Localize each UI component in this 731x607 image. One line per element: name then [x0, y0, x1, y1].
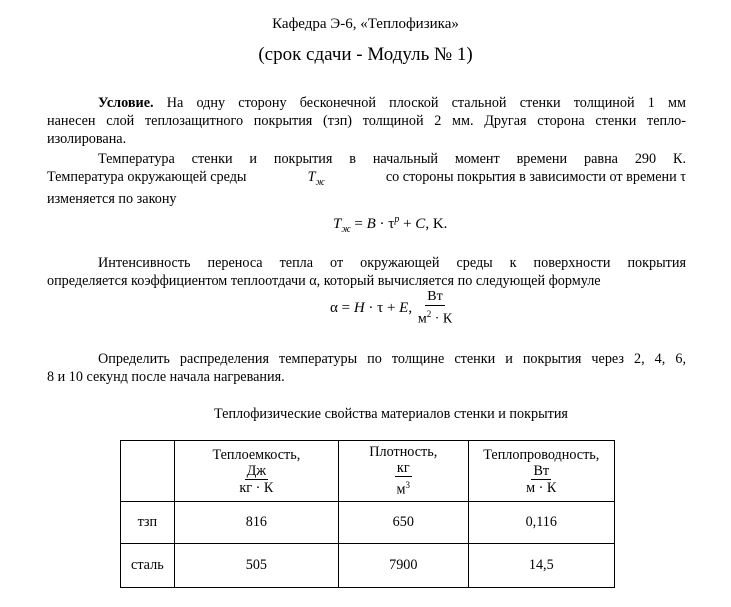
- value-cell: 0,116: [468, 502, 614, 544]
- material-cell: тзп: [121, 502, 175, 544]
- alpha-unit-fraction: $\frac{Вт}{м^2 \cdot К}$: [417, 288, 453, 327]
- table-corner-cell: [121, 441, 175, 502]
- department-title: Кафедра Э-6, «Теплофизика»: [272, 16, 459, 32]
- table-header-row: [121, 441, 615, 502]
- material-cell: сталь: [121, 544, 175, 588]
- task-line-2: 8 и 10 секунд после начала нагревания.: [47, 369, 285, 385]
- value-cell: 505: [174, 544, 338, 588]
- value-cell: 816: [174, 502, 338, 544]
- heat-capacity-unit: $\frac{Дж}{кг \cdot К}$: [239, 462, 274, 496]
- condition-line-3: изолирована.: [47, 131, 127, 147]
- condition-line-2: нанесен слой теплозащитного покрытия (тзп) толщиной 2 мм. Другая сторона стенки тепло-: [47, 113, 686, 129]
- table-row: [121, 544, 615, 588]
- density-unit: $\frac{кг}{м^3}$: [396, 460, 411, 498]
- table-row: [121, 502, 615, 544]
- condition-line-1: Условие. На одну сторону бесконечной плоской стальной стенки толщиной 1 мм: [98, 95, 686, 111]
- properties-table: [120, 440, 615, 588]
- header-density: Плотность, $\frac{кг}{м^3}$: [339, 441, 469, 502]
- heat-line-2: определяется коэффициентом теплоотдачи α, который вычисляется по следующей формуле: [47, 273, 601, 289]
- conductivity-unit: $\frac{Вт}{м \cdot К}$: [526, 462, 557, 496]
- table-title: Теплофизические свойства материалов стенки и покрытия: [214, 406, 568, 422]
- value-cell: 650: [339, 502, 469, 544]
- value-cell: 14,5: [468, 544, 614, 588]
- header-heat-capacity: Теплоемкость, $\frac{Дж}{кг \cdot К}$: [174, 441, 338, 502]
- temp-line-2: Температура окружающей среды $T_ж$ со стороны покрытия в зависимости от времени τ: [47, 168, 686, 192]
- header-conductivity: Теплопроводность, $\frac{Вт}{м \cdot К}$: [468, 441, 614, 502]
- formula-alpha: α = H · τ + E , $\frac{Вт}{м^2 \cdot К}$: [330, 288, 453, 327]
- t-env-symbol: $T_ж$: [307, 169, 325, 188]
- heat-line-1: Интенсивность переноса тепла от окружающей среды к поверхности покрытия: [98, 255, 686, 271]
- temp-line-3: изменяется по закону: [47, 191, 177, 207]
- formula-temperature: $T_ж = B \cdot \tau^p + C$, K.: [333, 214, 448, 235]
- condition-label: Условие.: [98, 95, 154, 111]
- value-cell: 7900: [339, 544, 469, 588]
- deadline-subtitle: (срок сдачи - Модуль № 1): [258, 44, 473, 65]
- temp-line-1: Температура стенки и покрытия в начальный момент времени равна 290 К.: [98, 151, 686, 167]
- task-line-1: Определить распределения температуры по толщине стенки и покрытия через 2, 4, 6,: [98, 351, 686, 367]
